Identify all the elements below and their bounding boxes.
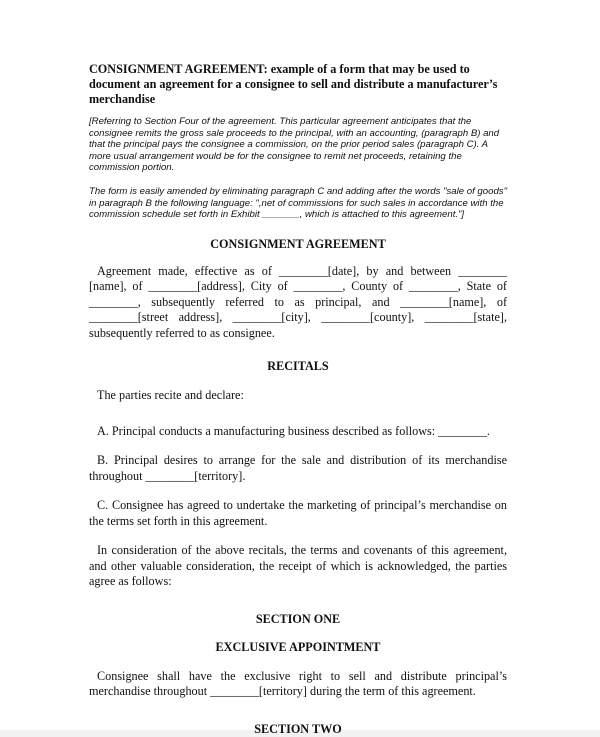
- recitals-title: RECITALS: [267, 359, 329, 374]
- intro-paragraph: Agreement made, effective as of ________[date], by and between ________ [name], of ________[address], City of ________, County of ________, State of ________, subsequently referred to as principal, and ________[name], of ________[street address], ________[city], ________[county], ________[state], subsequently referred to as consignee.: [89, 263, 507, 340]
- editor-note-2: The form is easily amended by eliminating paragraph C and adding after the words "sale of goods" in paragraph B the following language: ",net of commissions for such sales in accordance with the commission schedule set forth in Exhibit _______, which is attached to this agreement."]: [89, 185, 507, 221]
- exclusive-appointment-text: Consignee shall have the exclusive right to sell and distribute principal’s merchandise throughout ________[territory] during the term of this agreement.: [89, 668, 507, 699]
- recital-b: B. Principal desires to arrange for the sale and distribution of its merchandise throughout ________[territory].: [89, 453, 507, 483]
- recital-c: C. Consignee has agreed to undertake the marketing of principal’s merchandise on the terms set forth in this agreement.: [89, 498, 507, 528]
- recital-a: A. Principal conducts a manufacturing business described as follows: ________.: [97, 423, 490, 438]
- document-heading: CONSIGNMENT AGREEMENT: example of a form that may be used to document an agreement for a consignee to sell and distribute a manufacturer’s merchandise: [89, 62, 498, 106]
- editor-note-1: [Referring to Section Four of the agreement. This particular agreement anticipates that the consignee remits the gross sale proceeds to the principal, with an accounting, (paragraph B) and that the principal pays the consignee a commission, on the prior period sales (paragraph C). A more usual arrangement would be for the consignee to remit net proceeds, retaining the commission portion.: [89, 116, 500, 174]
- section-one-title: SECTION ONE: [255, 611, 341, 626]
- recite-paragraph: The parties recite and declare:: [97, 388, 244, 403]
- agreement-title: CONSIGNMENT AGREEMENT: [210, 236, 386, 251]
- section-two-title: SECTION TWO: [254, 721, 342, 736]
- exclusive-appointment-title: EXCLUSIVE APPOINTMENT: [215, 639, 381, 654]
- consideration-paragraph: In consideration of the above recitals, the terms and covenants of this agreement, and other valuable consideration, the receipt of which is acknowledged, the parties agree as follows:: [89, 543, 507, 589]
